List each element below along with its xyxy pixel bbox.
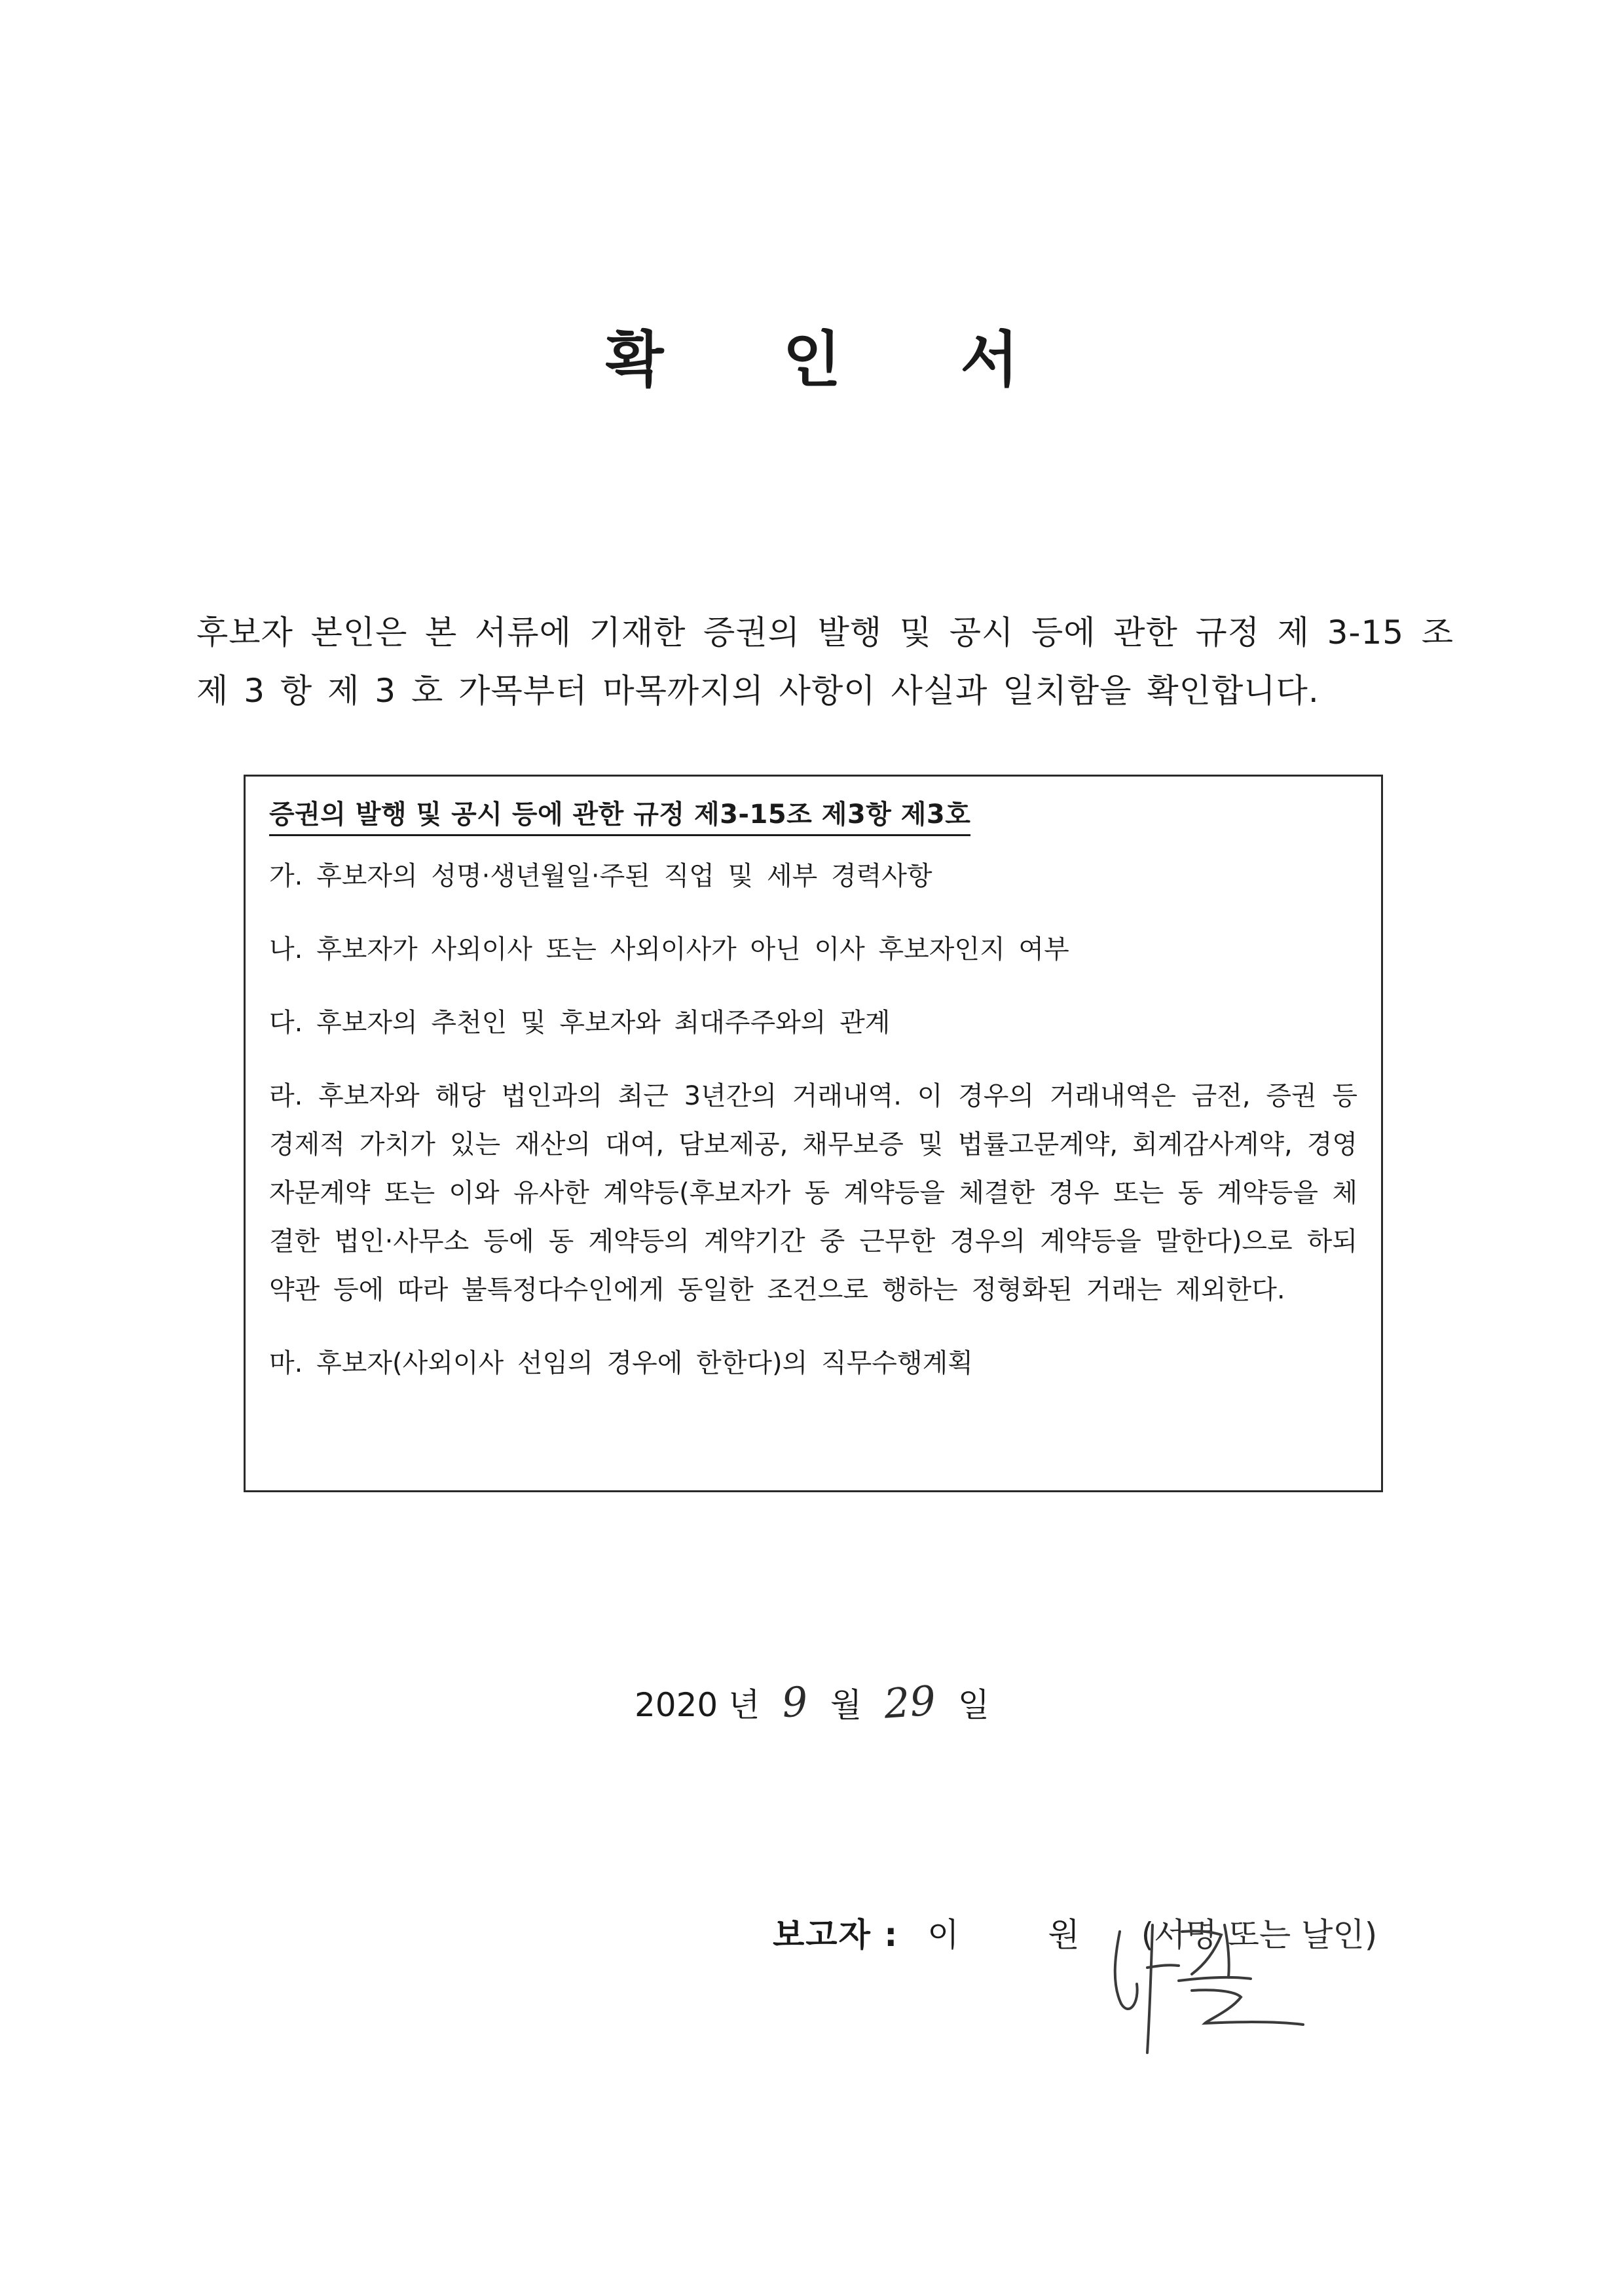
signature-note: (서명 또는 날인) [1141,1916,1378,1954]
date-month-unit: 월 [830,1686,862,1724]
regulation-item-ma: 마. 후보자(사외이사 선임의 경우에 한한다)의 직무수행계획 [269,1348,973,1378]
handwritten-signature [1074,1905,1310,2056]
regulation-box-heading: 증권의 발행 및 공시 등에 관한 규정 제3-15조 제3항 제3호 [269,796,970,836]
reporter-label: 보고자 : [773,1916,899,1954]
document-title: 확 인 서 [605,325,1019,395]
date-year: 2020 [634,1686,718,1724]
date-year-unit: 년 [728,1686,760,1724]
date-day-handwritten: 29 [882,1676,938,1728]
regulation-item-na: 나. 후보자가 사외이사 또는 사외이사가 아닌 이사 후보자인지 여부 [269,934,1069,964]
intro-paragraph: 후보자 본인은 본 서류에 기재한 증권의 발행 및 공시 등에 관한 규정 제 3-15 조 제 3 항 제 3 호 가목부터 마목까지의 사항이 사실과 일치함을 확인합니다. [196,614,1454,710]
regulation-item-ra: 라. 후보자와 해당 법인과의 최근 3년간의 거래내역. 이 경우의 거래내역은 금전, 증권 등 경제적 가치가 있는 재산의 대여, 담보제공, 채무보증 및 법률고문계약, 회계감사계약, 경영자문계약 또는 이와 유사한 계약등(후보자가 동 계약등을 체결한 경우 또는 동 계약등을 체결한 법인·사무소 등에 동 계약등의 계약기간 중 근무한 경우의 계약등을 말한다)으로 하되 약관 등에 따라 불특정다수인에게 동일한 조건으로 행하는 정형화된 거래는 제외한다. [269,1081,1357,1305]
date-day-unit: 일 [957,1686,990,1724]
reporter-name: 이 원 [927,1916,1119,1954]
regulation-box [244,775,1383,1492]
document-date [0,1676,1624,1731]
regulation-item-da: 다. 후보자의 추천인 및 후보자와 최대주주와의 관계 [269,1008,891,1038]
date-month-handwritten: 9 [780,1677,810,1727]
regulation-item-ga: 가. 후보자의 성명·생년월일·주된 직업 및 세부 경력사항 [269,861,932,891]
regulation-item-list [269,852,1357,1387]
